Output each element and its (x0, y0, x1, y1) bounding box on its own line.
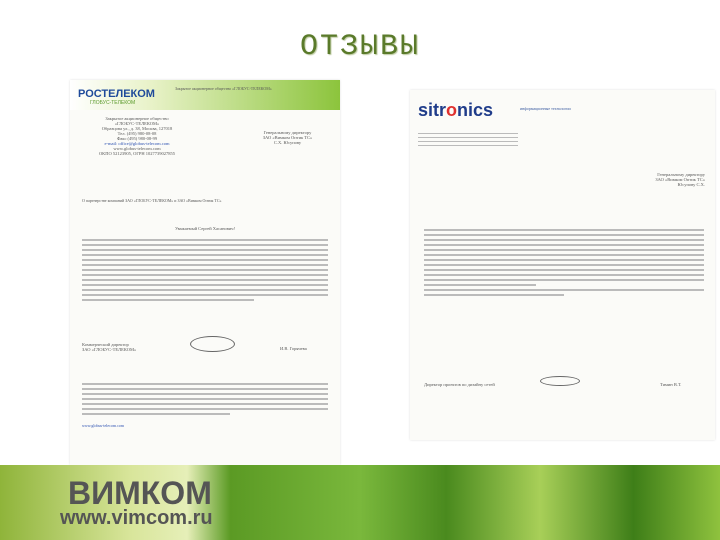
sender-block: Закрытое акционерное общество «ГЛОБУС-ТЕЛЕКОМ» Образцова ул., д. 38, Москва, 127018 Тел. (495) 980-08-08 Факс (495) 980-08-99 e-mail: office@globus-telecom.com www.globus-telecom.com ОКПО 52123905, ОГРН 1027739027855 (98, 116, 176, 156)
letter-banner (70, 80, 340, 110)
signature (190, 336, 235, 352)
signer-name: Тимин В.Т. (660, 382, 682, 387)
brand-name: ВИМКОМ (68, 475, 212, 511)
recipient-block: Генеральному директору ЗАО «Вимком Оптик ТС» Юсупову С.Х. (655, 172, 705, 187)
body-text (82, 236, 328, 304)
signer-title: Коммерческий директор ЗАО «ГЛОБУС-ТЕЛЕКОМ» (82, 342, 137, 352)
rostelecom-logo: РОСТЕЛЕКОМ ГЛОБУС-ТЕЛЕКОМ (78, 88, 155, 106)
signer-name: И.В. Горячева (280, 346, 307, 351)
slide-title: ОТЗЫВЫ (299, 30, 421, 64)
sitronics-logo: sitronics (418, 100, 494, 120)
footer-link: www.globus-telecom.com (82, 423, 124, 428)
greeting: Уважаемый Сергей Хасанович! (174, 226, 236, 231)
header-lines (418, 130, 518, 149)
signer-title: Директор проектов по дизайну сетей (424, 382, 495, 387)
signature (540, 376, 580, 386)
footer-text (82, 380, 328, 418)
rostelecom-letter (70, 80, 340, 465)
body-text (424, 226, 704, 299)
sitronics-letter (410, 90, 715, 440)
subject: О партнерстве компаний ЗАО «ГЛОБУС-ТЕЛЕКОМ» и ЗАО «Вимком Оптик ТС» (82, 198, 222, 203)
recipient-block: Генеральному директору ЗАО «Вимком Оптик ТС» С.Х. Юсупову (262, 130, 313, 145)
sitronics-subtitle: информационные технологии (520, 106, 571, 111)
header-info: Закрытое акционерное общество «ГЛОБУС-ТЕЛЕКОМ» (175, 86, 272, 91)
brand-url: www.vimcom.ru (60, 507, 213, 529)
